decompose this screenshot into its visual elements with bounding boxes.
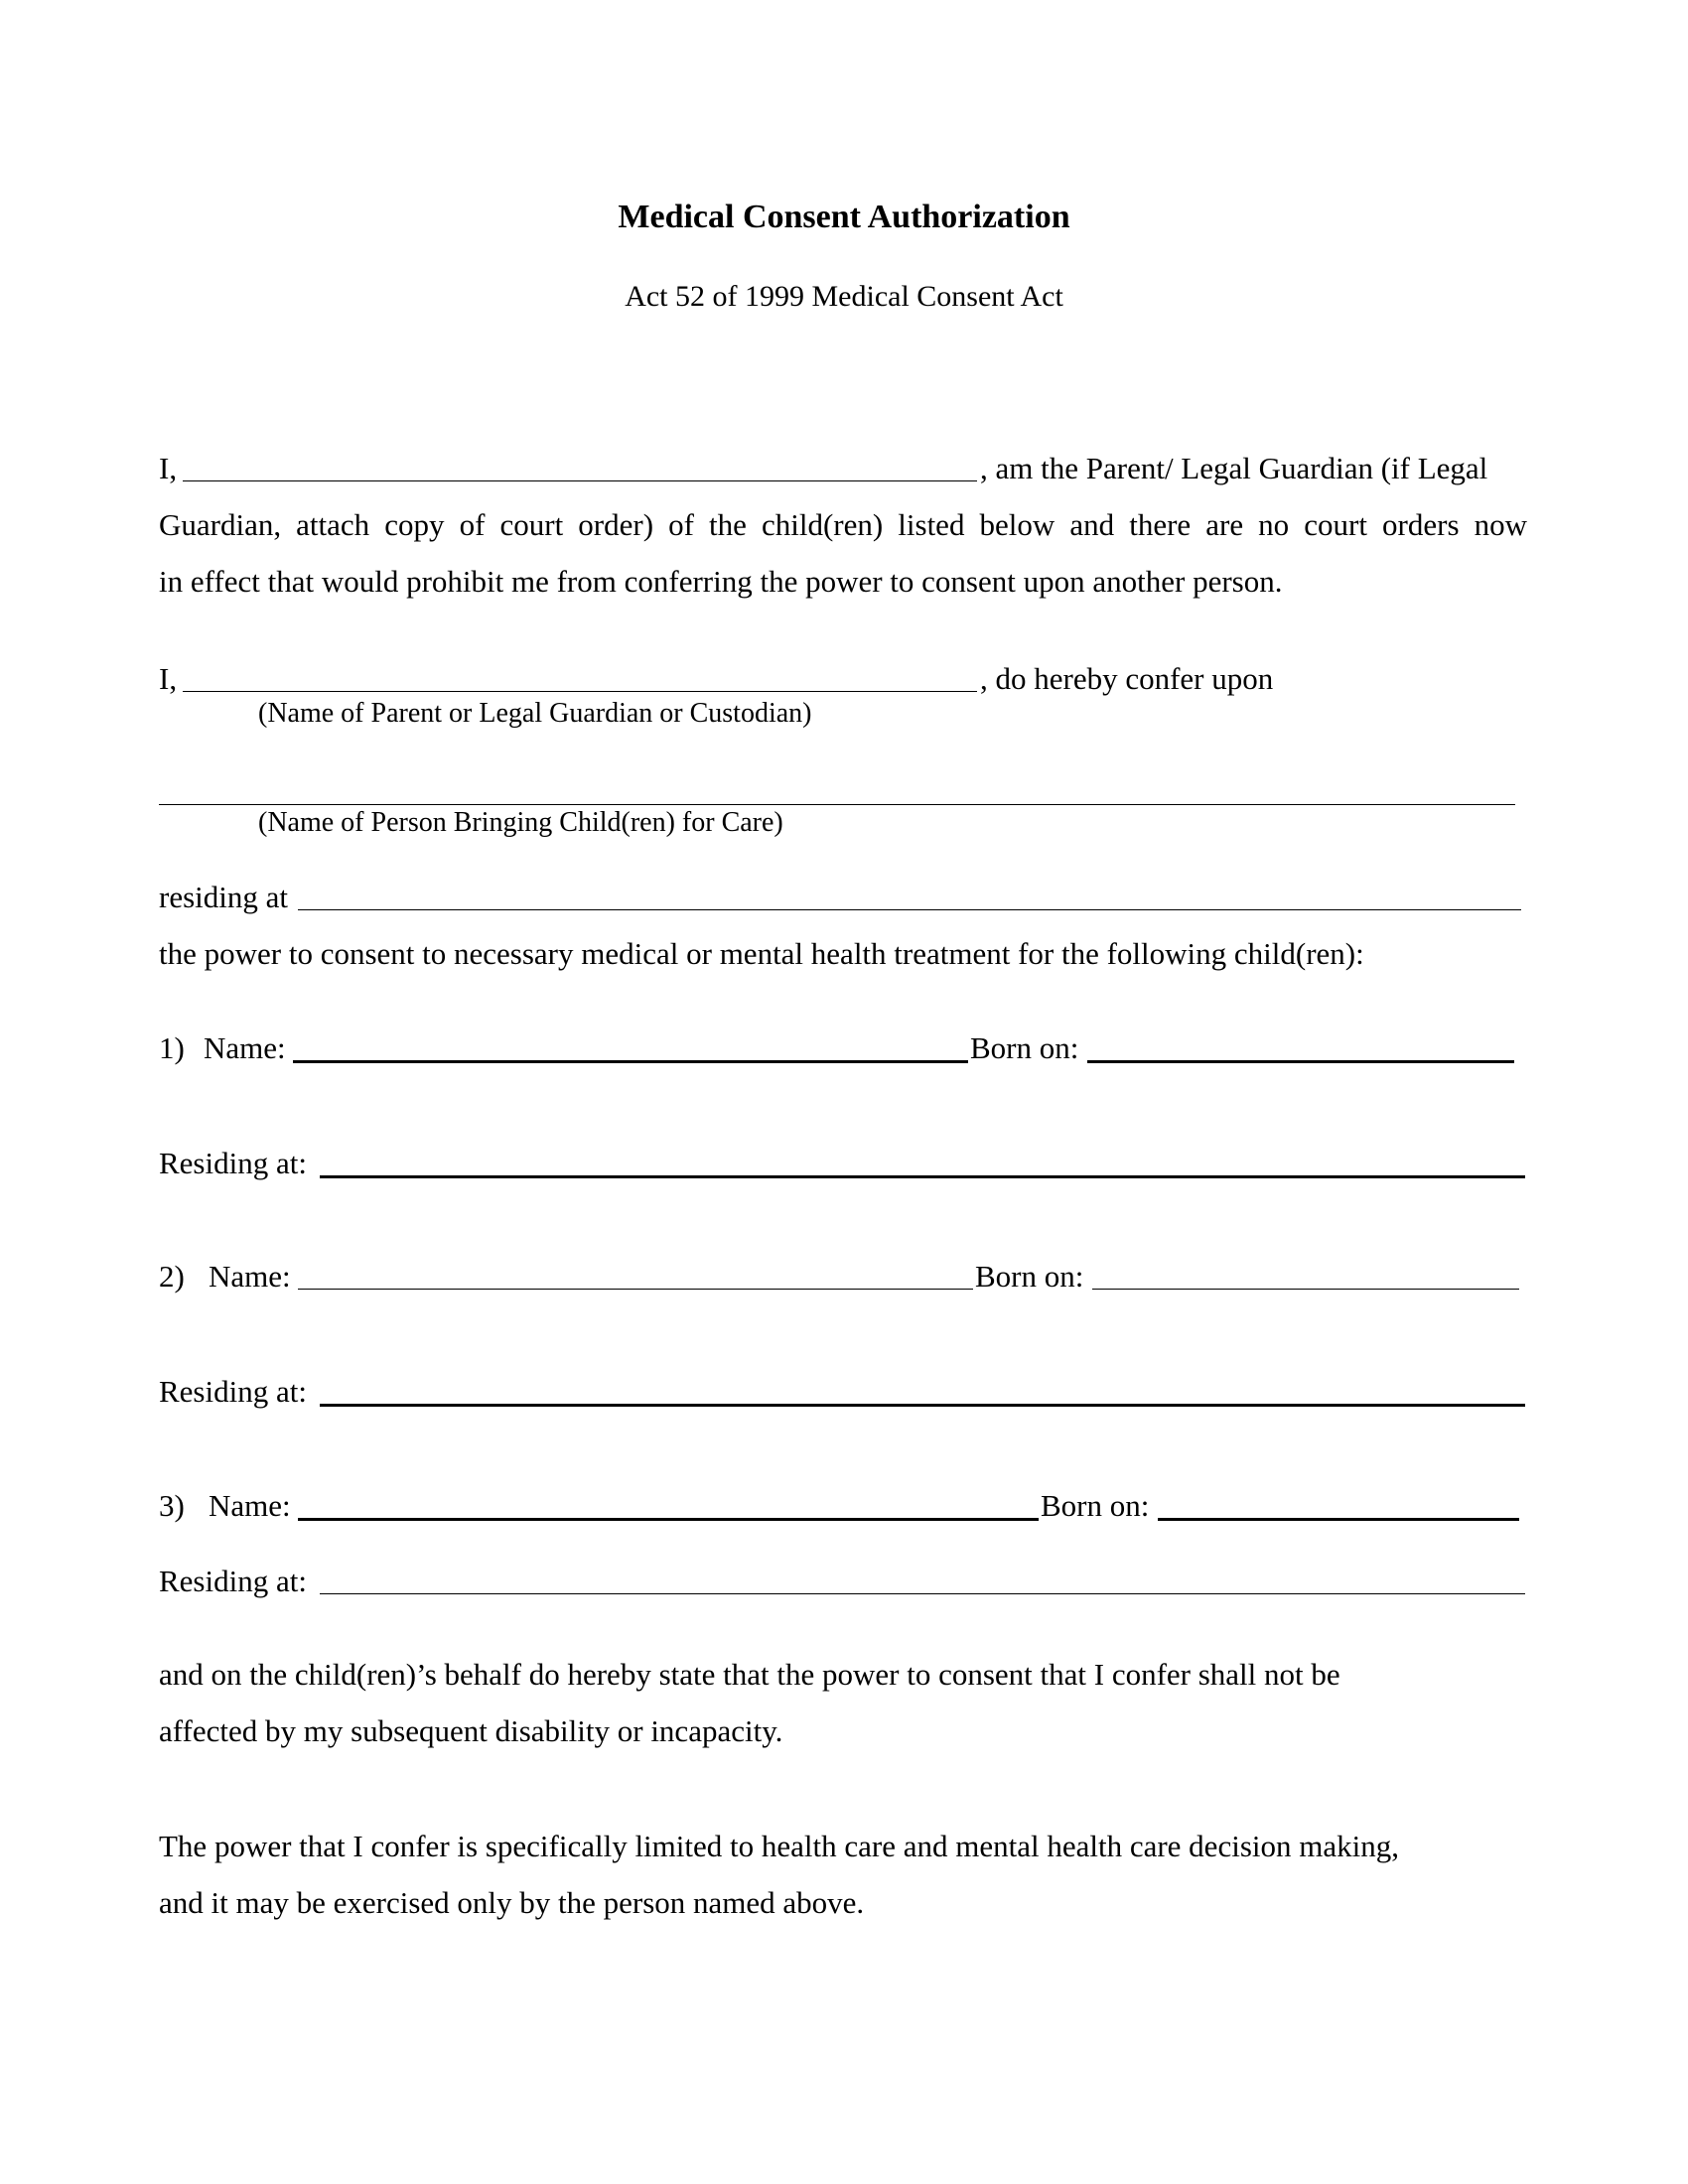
child1-name-label: Name: <box>204 1030 286 1065</box>
child3-residing-label: Residing at: <box>159 1564 307 1598</box>
child3-name-field[interactable] <box>298 1518 1039 1521</box>
para1-line3: in effect that would prohibit me from conferring the power to consent upon another person. <box>159 564 1283 599</box>
child1-born-label: Born on: <box>970 1030 1079 1065</box>
child2-born-label: Born on: <box>975 1259 1084 1294</box>
para1-prefix: I, <box>159 451 178 485</box>
person-address-field[interactable] <box>298 909 1521 910</box>
child2-name-label: Name: <box>209 1259 291 1294</box>
child2-number: 2) <box>159 1259 185 1294</box>
document-title: Medical Consent Authorization <box>618 199 1070 235</box>
child3-name-label: Name: <box>209 1488 291 1523</box>
parent-name-field-2[interactable] <box>183 691 977 692</box>
confer-suffix: , do hereby confer upon <box>980 661 1274 696</box>
closing1-line2: affected by my subsequent disability or incapacity. <box>159 1713 783 1748</box>
parent-caption: (Name of Parent or Legal Guardian or Custodian) <box>258 698 812 729</box>
para1-line2: Guardian, attach copy of court order) of the child(ren) listed below and there are no court orders now <box>159 507 1527 542</box>
child1-name-field[interactable] <box>293 1060 968 1063</box>
person-name-field[interactable] <box>159 804 1515 805</box>
child3-residing-field[interactable] <box>320 1593 1525 1594</box>
para1-suffix: , am the Parent/ Legal Guardian (if Legal <box>980 451 1488 485</box>
closing2-line1: The power that I confer is specifically limited to health care and mental health care decision making, <box>159 1829 1399 1863</box>
residing-label: residing at <box>159 880 288 914</box>
child1-residing-field[interactable] <box>320 1175 1525 1178</box>
closing1-line1: and on the child(ren)’s behalf do hereby state that the power to consent that I confer shall not be <box>159 1657 1340 1692</box>
child1-number: 1) <box>159 1030 185 1065</box>
child1-residing-label: Residing at: <box>159 1146 307 1180</box>
child2-residing-label: Residing at: <box>159 1374 307 1409</box>
child1-born-field[interactable] <box>1087 1060 1514 1063</box>
child3-born-field[interactable] <box>1158 1518 1519 1521</box>
child2-born-field[interactable] <box>1092 1289 1519 1290</box>
child2-name-field[interactable] <box>298 1289 973 1290</box>
closing2-line2: and it may be exercised only by the person named above. <box>159 1885 865 1920</box>
child3-number: 3) <box>159 1488 185 1523</box>
power-text: the power to consent to necessary medical or mental health treatment for the following child(ren): <box>159 936 1364 971</box>
child2-residing-field[interactable] <box>320 1404 1525 1407</box>
parent-name-field-1[interactable] <box>183 480 977 481</box>
confer-prefix: I, <box>159 661 178 696</box>
document-subtitle: Act 52 of 1999 Medical Consent Act <box>625 280 1063 313</box>
child3-born-label: Born on: <box>1041 1488 1150 1523</box>
person-caption: (Name of Person Bringing Child(ren) for Care) <box>258 807 783 838</box>
